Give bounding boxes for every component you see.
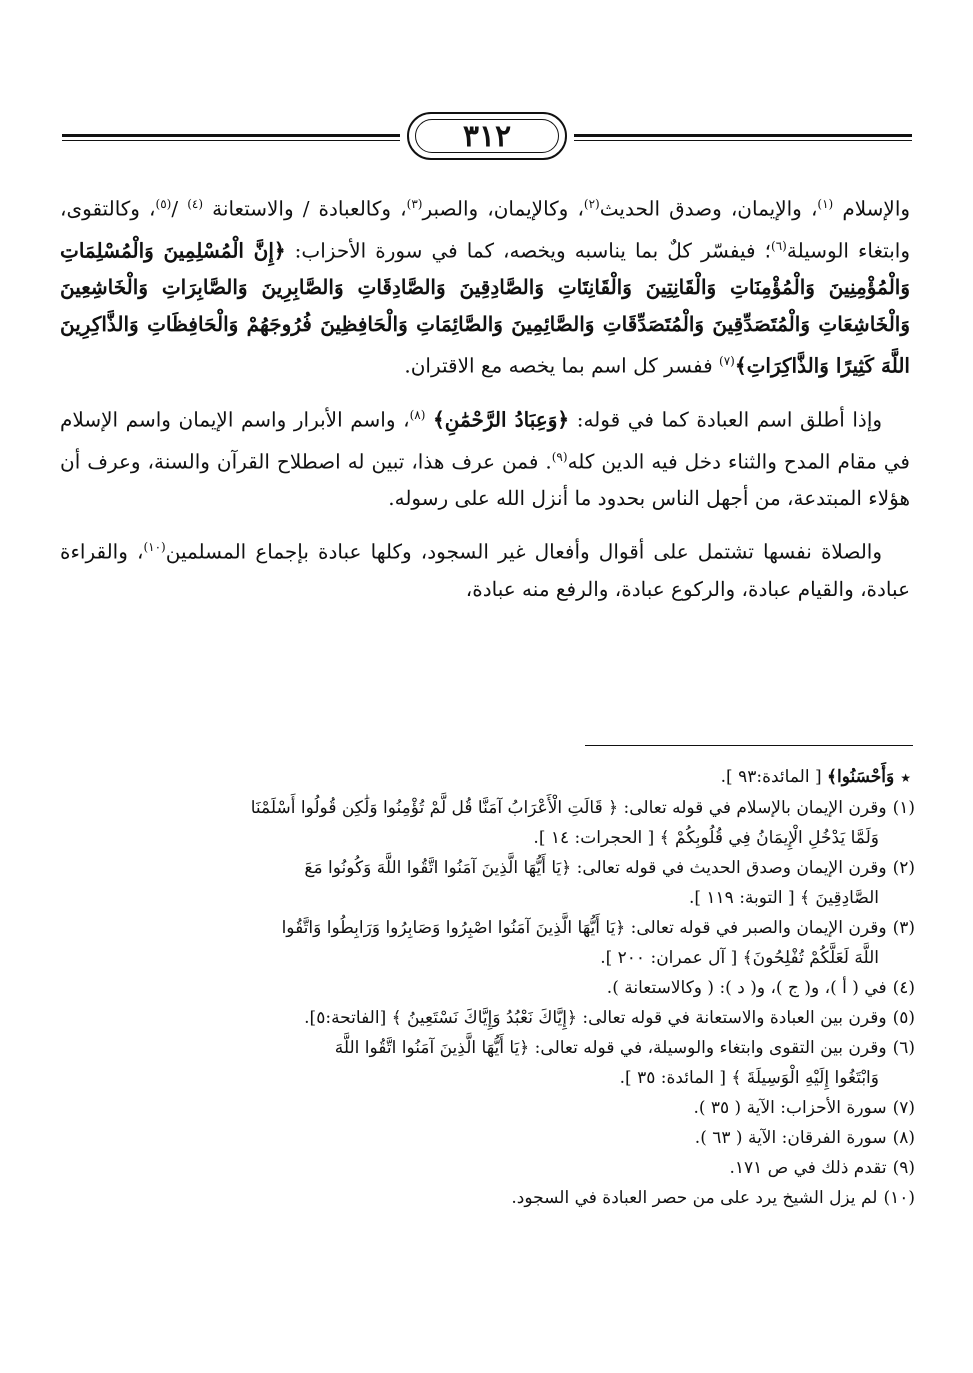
text-run: ، واسم الأبرار واسم الإيمان واسم الإسلام في مقام المدح والثناء دخل فيه الدين كله	[60, 407, 910, 474]
footnote-9	[60, 1153, 915, 1183]
footnote-ref[interactable]: (٥)	[155, 197, 172, 211]
text-run: ، وكالإيمان، والصبر	[422, 196, 584, 221]
footnote-5	[60, 1003, 915, 1033]
footnote-text: وقرن بين العبادة والاستعانة في قوله تعالى: ﴿إِيَّاكَ نَعْبُدُ وَإِيَّاكَ نَسْتَعِينُ ﴾ [الفاتحة:٥].	[304, 1008, 887, 1028]
footnote-number: (٤)	[892, 978, 915, 998]
text-run: /	[171, 196, 179, 221]
footnote-ref[interactable]: (٣)	[406, 197, 423, 211]
star-icon: ★	[900, 771, 911, 785]
footnotes	[60, 762, 915, 1213]
footnote-ref[interactable]: (٨)	[409, 407, 426, 422]
footnote-text: وَلَمَّا يَدْخُلِ الْإِيمَانُ فِي قُلُوبِكُمْ ﴾ [ الحجرات: ١٤ ].	[533, 828, 879, 848]
footnote-text: لم يزل الشيخ يرد على من حصر العبادة في السجود.	[511, 1188, 878, 1208]
footnote-text: سورة الفرقان: الآية ( ٦٣ ).	[694, 1128, 887, 1148]
footnote-text: وقرن الإيمان بالإسلام في قوله تعالى: ﴿ قَالَتِ الْأَعْرَابُ آمَنَّا قُل لَّمْ تُؤْمِنُوا وَلَٰكِن قُولُوا أَسْلَمْنَا	[250, 798, 887, 818]
footnote-text: وقرن الإيمان والصبر في قوله تعالى: ﴿يَا أَيُّهَا الَّذِينَ آمَنُوا اصْبِرُوا وَصَابِرُوا وَرَابِطُوا وَاتَّقُوا	[281, 918, 887, 938]
text-run: . فمن عرف هذا، تبين له اصطلاح القرآن والسنة، وعرف أن هؤلاء المبتدعة، من أجهل الناس بحدود ما أنزل الله على رسوله.	[60, 449, 910, 511]
footnote-separator	[585, 745, 913, 746]
header-rule-left	[62, 134, 400, 137]
footnote-number: (٧)	[892, 1098, 915, 1118]
footnote-number: (١)	[892, 798, 915, 818]
text-run: ، والإيمان، وصدق الحديث	[599, 196, 818, 221]
footnote-text: الصَّادِقِينَ ﴾ [ التوبة: ١١٩ ].	[688, 888, 879, 908]
text-run: والصلاة نفسها تشتمل على أقوال وأفعال غير السجود، وكلها عبادة بإجماع المسلمين	[165, 539, 883, 564]
footnote-number: (٣)	[892, 918, 915, 938]
paragraph-2	[60, 397, 910, 517]
quran-verse: ﴿إِنَّ الْمُسْلِمِينَ وَالْمُسْلِمَاتِ وَالْمُؤْمِنِينَ وَالْمُؤْمِنَاتِ وَالْقَانِتِينَ وَالْقَانِتَاتِ وَالصَّادِقِينَ وَالصَّادِقَاتِ وَالصَّابِرِينَ وَالصَّابِرَاتِ وَالْخَاشِعِينَ وَالْخَاشِعَاتِ وَالْمُتَصَدِّقِينَ وَالْمُتَصَدِّقَاتِ وَالصَّائِمِينَ وَالصَّائِمَاتِ وَالْحَافِظِينَ فُرُوجَهُمْ وَالْحَافِظَاتِ وَالذَّاكِرِينَ اللَّهَ كَثِيرًا وَالذَّاكِرَاتِ﴾	[60, 238, 910, 378]
header-rule-right-thin	[574, 140, 912, 141]
footnote-number: (٩)	[892, 1158, 915, 1178]
paragraph-3	[60, 529, 910, 608]
footnote-10	[60, 1183, 915, 1213]
footnote-number: (١٠)	[883, 1188, 915, 1208]
footnote-ref[interactable]: (١٠)	[143, 540, 166, 555]
footnote-ref[interactable]: (٤)	[187, 197, 204, 211]
footnote-3	[60, 913, 915, 973]
footnote-ref[interactable]: (٢)	[583, 197, 600, 211]
text-run: ، والقراءة عبادة، والقيام عبادة، والركوع عبادة، والرفع منه عبادة،	[60, 539, 910, 601]
footnote-text: وَابْتَغُوا إِلَيْهِ الْوَسِيلَةَ ﴾ [ المائدة: ٣٥ ].	[619, 1068, 879, 1088]
footnote-number: (٨)	[892, 1128, 915, 1148]
footnote-number: (٦)	[892, 1038, 915, 1058]
quran-verse: ﴿وَعِبَادُ الرَّحْمَٰنِ﴾	[433, 407, 570, 432]
text-run: ففسر كل اسم بما يخصه مع الاقتران.	[404, 353, 713, 378]
footnote-ref[interactable]: (١)	[817, 197, 834, 211]
header-rule-left-thin	[62, 140, 400, 141]
footnote-number: (٢)	[892, 858, 915, 878]
page-number	[407, 112, 567, 160]
footnote-text: سورة الأحزاب: الآية ( ٣٥ ).	[693, 1098, 887, 1118]
footnote-ref[interactable]: (٩)	[551, 449, 568, 464]
footnote-text: تقدم ذلك في ص ١٧١.	[729, 1158, 887, 1178]
footnote-4	[60, 973, 915, 1003]
footnote-text: وقرن الإيمان وصدق الحديث في قوله تعالى: ﴿يَا أَيُّهَا الَّذِينَ آمَنُوا اتَّقُوا اللَّهَ وَكُونُوا مَعَ	[304, 858, 887, 878]
page-number-text: ٣١٢	[462, 118, 512, 154]
text-run: والإسلام	[842, 196, 911, 221]
footnote-ref[interactable]: (٧)	[719, 354, 735, 369]
footnote-7	[60, 1093, 915, 1123]
quran-verse: وَأَحْسَنُوا﴾	[827, 767, 895, 787]
footnote-6	[60, 1033, 915, 1093]
text-run: وإذا أطلق اسم العبادة كما في قوله:	[576, 407, 883, 432]
text-run: ، وكالعبادة / والاستعانة	[212, 196, 407, 221]
footnote-number: (٥)	[892, 1008, 915, 1028]
footnote-ref[interactable]: (٦)	[771, 238, 787, 253]
main-text	[60, 186, 910, 608]
footnote-1	[60, 793, 915, 853]
verse-reference: [ المائدة:٩٣ ].	[720, 767, 822, 787]
paragraph-1	[60, 186, 910, 385]
footnote-text: اللَّهَ لَعَلَّكُمْ تُفْلِحُونَ﴾ [ آل عمران: ٢٠٠ ].	[600, 948, 879, 968]
footnote-2	[60, 853, 915, 913]
footnote-text: في ( أ )، و( ج )، و( د ): ( وكالاستعانة ).	[606, 978, 887, 998]
header-rule-right	[574, 134, 912, 137]
footnote-text: وقرن بين التقوى وابتغاء والوسيلة، في قوله تعالى: ﴿يَا أَيُّهَا الَّذِينَ آمَنُوا اتَّقُوا اللَّهَ	[334, 1038, 887, 1058]
footnote-8	[60, 1123, 915, 1153]
page-header	[62, 112, 912, 164]
text-run: ؛ فيفسّر كلٌ بما يناسبه ويخصه، كما في سورة الأحزاب:	[294, 238, 772, 263]
footnote-continuation	[60, 762, 915, 793]
text-run: ، وكالتقوى، وابتغاء الوسيلة	[60, 196, 910, 263]
